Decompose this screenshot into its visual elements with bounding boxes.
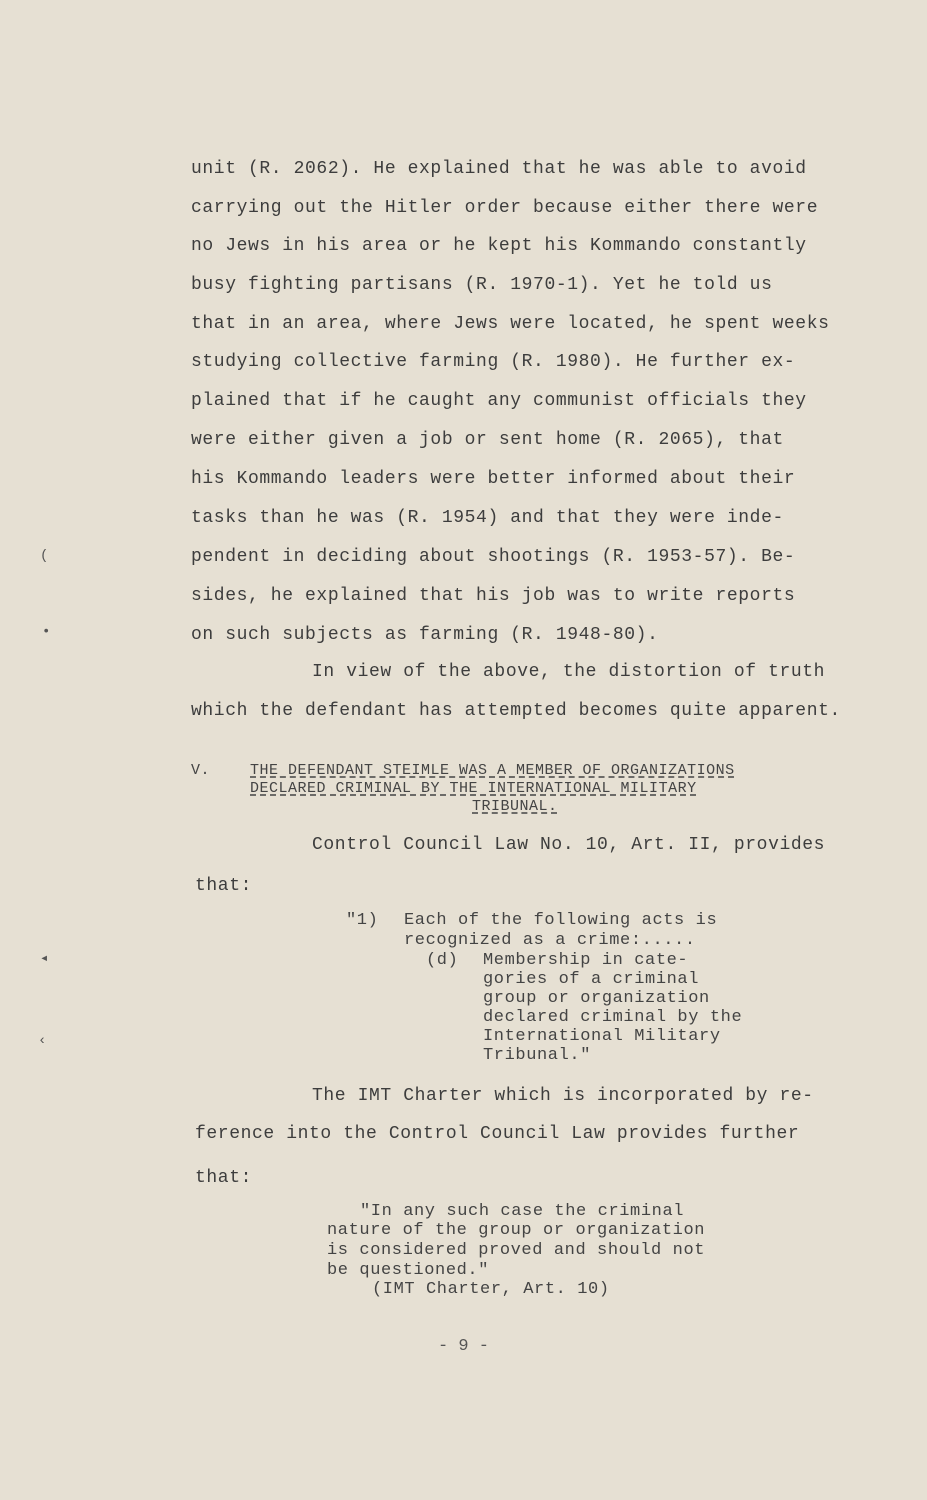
section-number: V. <box>191 762 211 779</box>
text-line: tasks than he was (R. 1954) and that they were inde- <box>191 508 784 528</box>
text-line: on such subjects as farming (R. 1948-80). <box>191 625 659 645</box>
text-line: carrying out the Hitler order because either there were <box>191 198 819 218</box>
text-line: plained that if he caught any communist officials they <box>191 391 807 411</box>
quote-line: be questioned." <box>327 1261 490 1280</box>
text-line: that: <box>195 1168 253 1188</box>
text-line: busy fighting partisans (R. 1970-1). Yet he told us <box>191 275 773 295</box>
margin-mark: ‹ <box>38 1033 47 1049</box>
quote-line: gories of a criminal <box>483 970 700 989</box>
margin-mark: ◂ <box>40 951 49 967</box>
text-line: no Jews in his area or he kept his Kommando constantly <box>191 236 807 256</box>
text-line: were either given a job or sent home (R. 2065), that <box>191 430 784 450</box>
quote-line: group or organization <box>483 989 710 1008</box>
quote-line: declared criminal by the <box>483 1008 743 1027</box>
quote-line: Tribunal." <box>483 1046 592 1065</box>
text-line: ference into the Control Council Law provides further <box>195 1124 800 1144</box>
section-title-line: THE DEFENDANT STEIMLE WAS A MEMBER OF ORGANIZATIONS <box>250 762 735 779</box>
text-line: pendent in deciding about shootings (R. 1953-57). Be- <box>191 547 796 567</box>
text-line: sides, he explained that his job was to write reports <box>191 586 796 606</box>
section-title-line: DECLARED CRIMINAL BY THE INTERNATIONAL MILITARY <box>250 780 697 797</box>
quote-line: International Military <box>483 1027 721 1046</box>
text-line: The IMT Charter which is incorporated by re- <box>312 1086 814 1106</box>
margin-mark: • <box>42 624 51 640</box>
text-line: which the defendant has attempted becomes quite apparent. <box>191 701 841 721</box>
text-line: that in an area, where Jews were located, he spent weeks <box>191 314 830 334</box>
quote-line: recognized as a crime:..... <box>404 931 696 950</box>
text-line: In view of the above, the distortion of truth <box>312 662 826 682</box>
text-line: that: <box>195 876 253 896</box>
margin-mark: ( <box>40 548 49 564</box>
text-line: Control Council Law No. 10, Art. II, provides <box>312 835 826 855</box>
text-line: his Kommando leaders were better informed about their <box>191 469 796 489</box>
quote-line: nature of the group or organization <box>327 1221 706 1240</box>
quote-line: Membership in cate- <box>483 951 689 970</box>
text-line: unit (R. 2062). He explained that he was able to avoid <box>191 159 807 179</box>
text-line: studying collective farming (R. 1980). He further ex- <box>191 352 796 372</box>
page-number: - 9 - <box>437 1337 489 1356</box>
quote-line: Each of the following acts is <box>404 911 718 930</box>
quote-number: "1) <box>346 911 379 930</box>
quote-citation: (IMT Charter, Art. 10) <box>372 1280 610 1299</box>
section-title-line: TRIBUNAL. <box>472 798 558 815</box>
quote-sub-label: (d) <box>426 951 459 970</box>
quote-line: "In any such case the criminal <box>360 1202 685 1221</box>
quote-line: is considered proved and should not <box>327 1241 706 1260</box>
